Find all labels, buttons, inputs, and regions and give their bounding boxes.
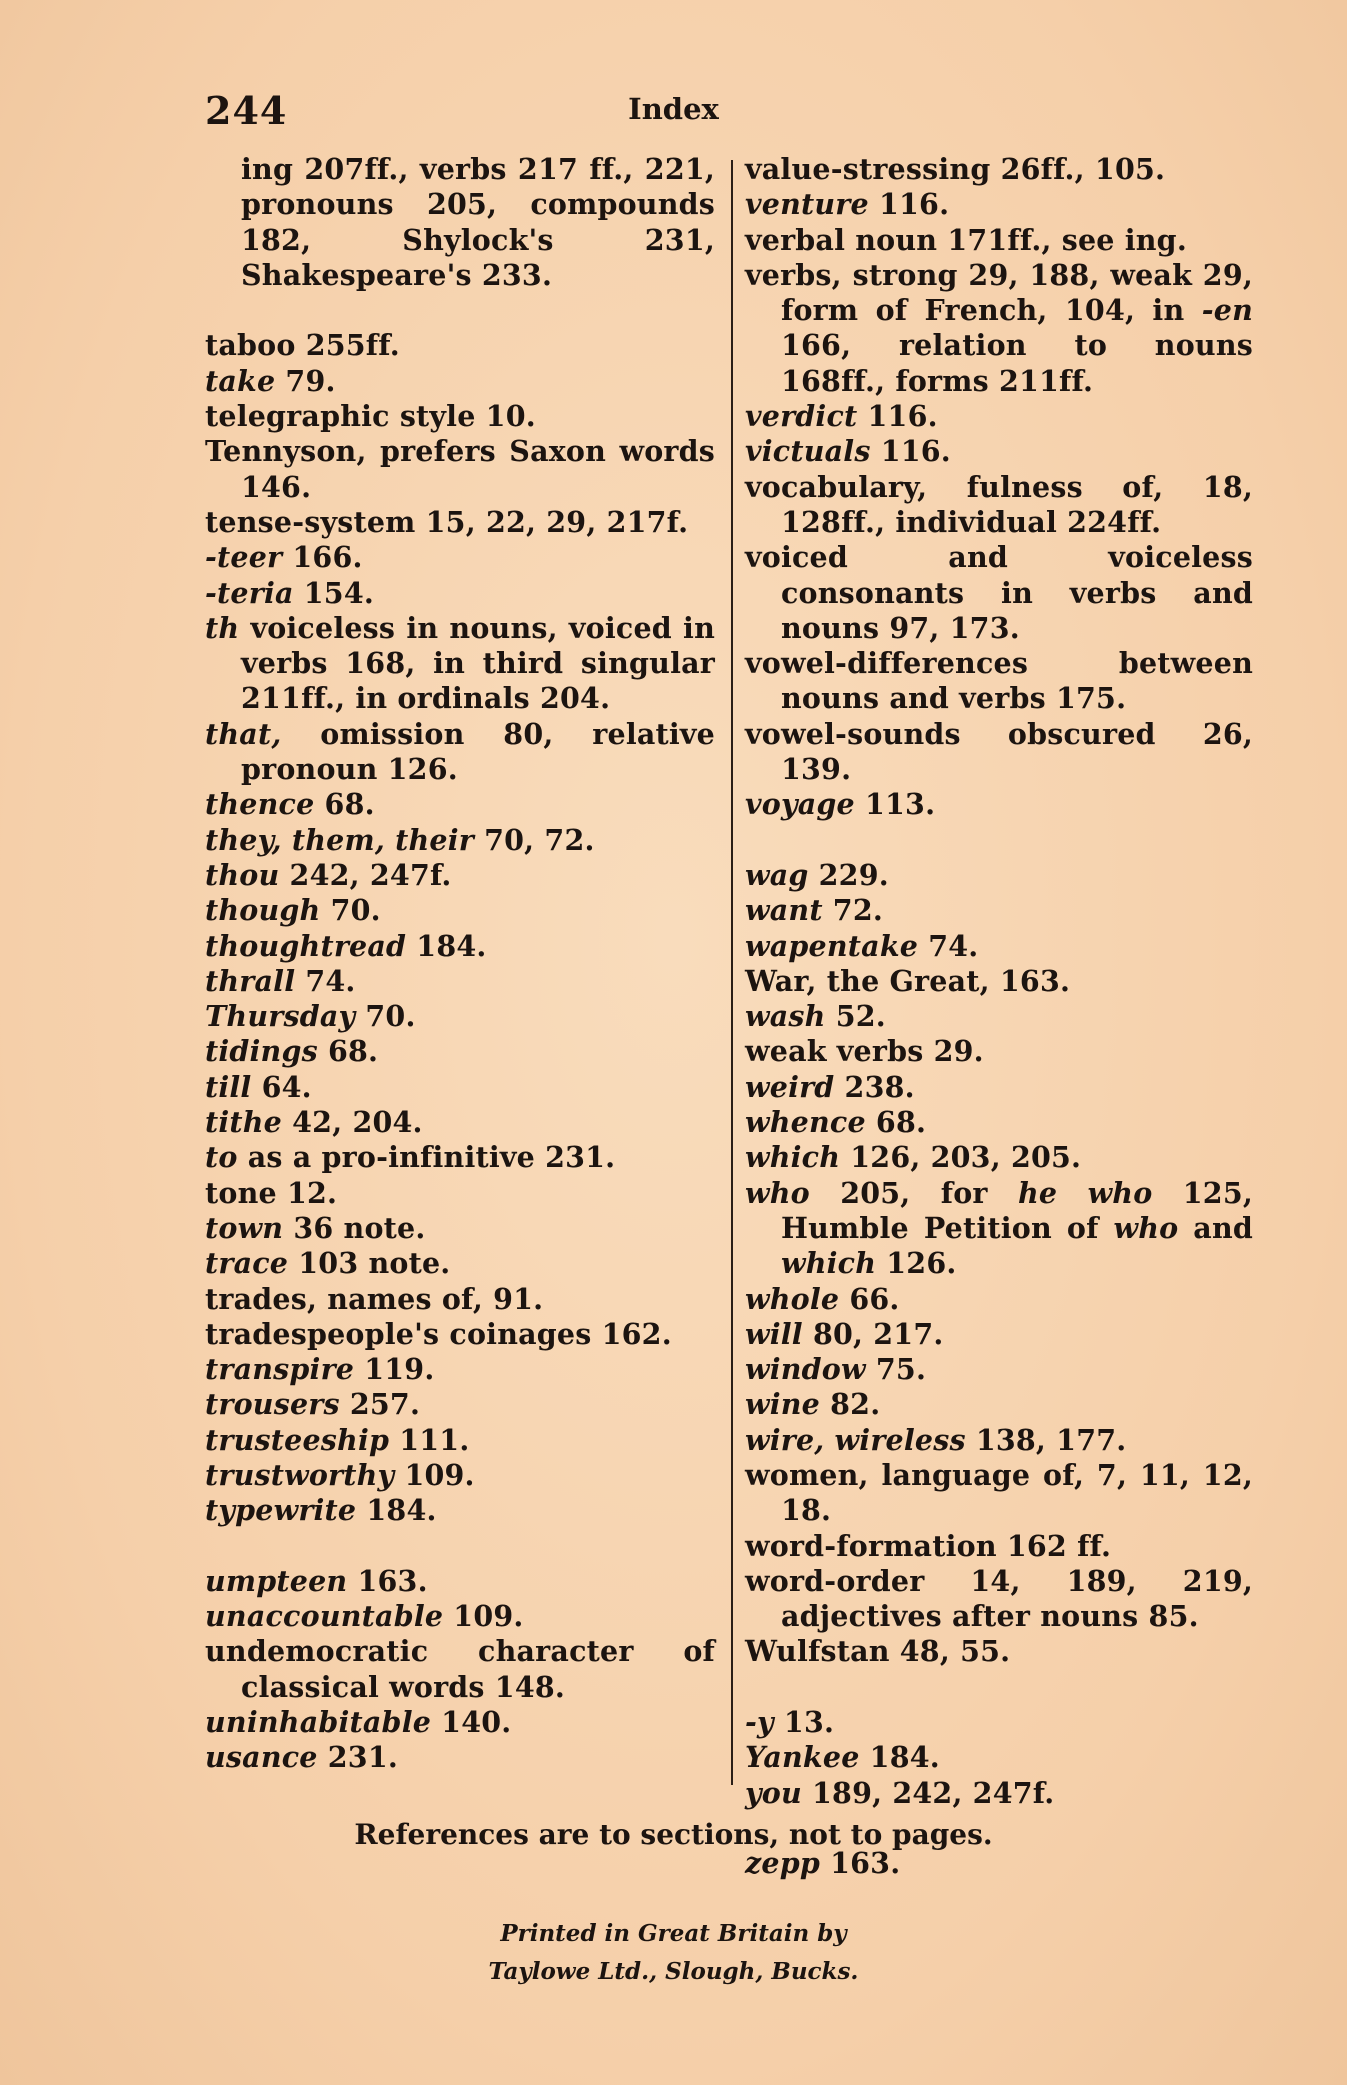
index-entry: [745, 1846, 1253, 1881]
index-entry: [745, 1105, 1253, 1140]
index-entry: [205, 1458, 715, 1493]
index-text: verbal noun 171ff., see ing.: [745, 222, 1187, 257]
index-entry: [205, 1070, 715, 1105]
index-text: 66.: [839, 1281, 900, 1316]
index-term-italic: thou: [205, 857, 280, 892]
index-text: 52.: [825, 999, 886, 1034]
index-text: 36 note.: [283, 1210, 426, 1245]
index-text: 75.: [865, 1352, 927, 1387]
index-entry: [205, 1140, 715, 1175]
index-entry: [205, 1387, 715, 1422]
index-entry: [205, 1282, 715, 1317]
index-text: undemocratic character of classical words 148.: [205, 1634, 715, 1704]
index-text: 166.: [282, 540, 363, 575]
index-term-italic: will: [745, 1316, 803, 1351]
index-text: 166, relation to nouns 168ff., forms 211ff.: [781, 328, 1253, 398]
index-term-italic: take: [205, 363, 276, 398]
index-entry: [205, 1176, 715, 1211]
index-entry: [745, 1529, 1253, 1564]
index-text: value-stressing 26ff., 105.: [745, 152, 1166, 186]
index-term-italic: umpteen: [205, 1563, 348, 1598]
index-term-italic: usance: [205, 1740, 318, 1775]
index-text: 68.: [314, 787, 375, 822]
entry-gap: [745, 1670, 1253, 1705]
index-text: 126, 203, 205.: [840, 1140, 1082, 1175]
index-term-italic: wapentake: [745, 928, 919, 963]
index-term-italic: typewrite: [205, 1493, 357, 1528]
index-entry: [745, 999, 1253, 1034]
index-term-italic: -teer: [205, 540, 283, 575]
index-text: 257.: [339, 1387, 421, 1422]
index-term-italic: though: [205, 893, 321, 928]
index-term-italic: trustworthy: [205, 1457, 395, 1492]
index-entry: [745, 893, 1253, 928]
index-entry: [745, 1776, 1253, 1811]
index-text: 163.: [347, 1563, 428, 1598]
index-term-italic: he who: [1017, 1175, 1153, 1210]
index-text: verbs, strong 29, 188, weak 29, form of French, 104, in: [745, 257, 1253, 328]
entry-gap: [205, 293, 715, 328]
index-text: 189, 242, 247f.: [801, 1775, 1055, 1810]
index-text: tone 12.: [205, 1175, 338, 1210]
index-text: 111.: [389, 1422, 470, 1457]
index-term-italic: uninhabitable: [205, 1705, 432, 1740]
index-entry: [205, 858, 715, 893]
index-entry: [745, 1034, 1253, 1069]
index-text: War, the Great, 163.: [745, 963, 1071, 998]
index-entry: [205, 328, 715, 363]
index-entry: [205, 999, 715, 1034]
index-text: 113.: [854, 787, 936, 822]
index-term-italic: weird: [745, 1069, 835, 1104]
index-entry: [745, 1634, 1253, 1669]
printer-imprint: [0, 1915, 1347, 1991]
index-term-italic: th: [205, 610, 240, 645]
index-text: 72.: [822, 893, 883, 928]
index-term-italic: you: [745, 1775, 802, 1810]
index-text: 103 note.: [288, 1246, 451, 1281]
index-entry: [205, 152, 715, 293]
index-entry: [205, 823, 715, 858]
index-text: Tennyson, prefers Saxon words 146.: [205, 434, 715, 504]
index-entry: [745, 152, 1253, 187]
index-term-italic: tidings: [205, 1034, 318, 1069]
index-term-italic: voyage: [745, 787, 855, 822]
index-text: 68.: [865, 1105, 927, 1140]
entry-gap: [205, 1529, 715, 1564]
index-text: taboo 255ff.: [205, 328, 400, 363]
index-term-italic: which: [745, 1140, 841, 1175]
index-term-italic: unaccountable: [205, 1599, 444, 1634]
index-entry: [745, 1423, 1253, 1458]
index-entry: [205, 964, 715, 999]
index-entry: [745, 187, 1253, 222]
index-text: and: [1178, 1210, 1253, 1245]
index-term-italic: thence: [205, 787, 315, 822]
index-term-italic: zepp: [745, 1846, 820, 1881]
index-text: word-order 14, 189, 219, adjectives after nouns 85.: [745, 1563, 1253, 1634]
index-term-italic: -y: [745, 1705, 774, 1740]
index-text: 116.: [868, 187, 950, 222]
index-text: word-formation 162 ff.: [745, 1528, 1112, 1563]
index-text: 13.: [773, 1705, 835, 1740]
index-term-italic: window: [745, 1352, 866, 1387]
index-entry: [205, 929, 715, 964]
index-term-italic: tithe: [205, 1105, 283, 1140]
imprint-line-1: Printed in Great Britain by: [500, 1920, 847, 1947]
index-entry: [205, 1493, 715, 1528]
index-entry: [205, 399, 715, 434]
index-entry: [745, 540, 1253, 646]
index-term-italic: wag: [745, 857, 809, 892]
index-entry: [205, 1317, 715, 1352]
index-term-italic: who: [1113, 1210, 1179, 1245]
index-term-italic: trace: [205, 1246, 289, 1281]
index-entry: [745, 1740, 1253, 1775]
index-text: vowel-differences between nouns and verbs 175.: [745, 646, 1253, 716]
index-entry: [205, 1599, 715, 1634]
index-text: 116.: [870, 434, 951, 469]
index-entry: [745, 434, 1253, 469]
index-text: 109.: [443, 1599, 524, 1634]
index-term-italic: -en: [1201, 293, 1253, 328]
index-text: 80, 217.: [802, 1316, 944, 1351]
index-text: 74.: [918, 928, 979, 963]
index-term-italic: till: [205, 1069, 252, 1104]
index-entry: [205, 540, 715, 575]
index-text: 70.: [355, 999, 416, 1034]
index-text: as a pro-infinitive 231.: [237, 1140, 616, 1175]
index-term-italic: to: [205, 1140, 238, 1175]
index-text: 68.: [317, 1034, 379, 1069]
index-entry: [205, 505, 715, 540]
index-text: 238.: [834, 1069, 915, 1104]
index-text: 74.: [295, 963, 356, 998]
index-text: voiced and voiceless consonants in verbs and nouns 97, 173.: [745, 540, 1253, 645]
index-entry: [745, 470, 1253, 541]
index-term-italic: who: [745, 1175, 810, 1210]
index-text: 82.: [820, 1387, 881, 1422]
index-entry: [745, 1176, 1253, 1282]
index-text: 184.: [356, 1493, 437, 1528]
index-text: 140.: [431, 1705, 512, 1740]
index-text: tradespeople's coinages 162.: [205, 1316, 672, 1351]
index-text: vocabulary, fulness of, 18, 128ff., individual 224ff.: [745, 469, 1253, 539]
index-entry: [745, 399, 1253, 434]
index-text: voiceless in nouns, voiced in verbs 168, in third singular 211ff., in ordinals 204.: [239, 610, 715, 716]
index-entry: [745, 258, 1253, 399]
index-entry: [745, 223, 1253, 258]
index-text: 109.: [394, 1457, 475, 1492]
index-text: vowel-sounds obscured 26, 139.: [745, 716, 1253, 787]
index-term-italic: wire, wireless: [745, 1422, 966, 1457]
running-head: Index: [628, 92, 719, 126]
index-text: 116.: [857, 399, 938, 434]
index-footnote: References are to sections, not to pages.: [354, 1818, 993, 1851]
index-column-left: [205, 152, 715, 1776]
index-term-italic: they, them, their: [205, 822, 474, 857]
index-text: 154.: [293, 575, 374, 610]
index-entry: [205, 576, 715, 611]
index-term-italic: wine: [745, 1387, 821, 1422]
index-entry: [205, 611, 715, 717]
index-text: 70, 72.: [473, 822, 595, 857]
entry-gap: [745, 823, 1253, 858]
index-text: omission 80, relative pronoun 126.: [241, 716, 715, 787]
index-entry: [745, 1140, 1253, 1175]
index-term-italic: town: [205, 1210, 284, 1245]
index-term-italic: thrall: [205, 963, 296, 998]
index-entry: [205, 1246, 715, 1281]
index-text: 242, 247f.: [279, 857, 452, 892]
index-entry: [205, 1564, 715, 1599]
index-entry: [205, 1352, 715, 1387]
index-entry: [745, 717, 1253, 788]
index-entry: [205, 1740, 715, 1775]
index-text: 163.: [819, 1846, 901, 1881]
index-term-italic: Yankee: [745, 1740, 860, 1775]
index-entry: [745, 1070, 1253, 1105]
index-term-italic: transpire: [205, 1352, 355, 1387]
index-text: 119.: [354, 1352, 435, 1387]
index-entry: [205, 1705, 715, 1740]
index-term-italic: that,: [205, 716, 282, 751]
index-term-italic: which: [781, 1246, 877, 1281]
index-text: 231.: [317, 1740, 398, 1775]
index-entry: [205, 1211, 715, 1246]
index-entry: [745, 1458, 1253, 1529]
index-term-italic: verdict: [745, 399, 858, 434]
index-term-italic: whole: [745, 1281, 840, 1316]
index-entry: [205, 1423, 715, 1458]
index-text: 79.: [275, 363, 336, 398]
index-text: 126.: [876, 1246, 957, 1281]
index-entry: [745, 929, 1253, 964]
index-text: 138, 177.: [965, 1422, 1127, 1457]
index-text: 184.: [859, 1740, 940, 1775]
index-text: trades, names of, 91.: [205, 1281, 544, 1316]
index-entry: [205, 1634, 715, 1705]
index-entry: [205, 364, 715, 399]
index-term-italic: victuals: [745, 434, 871, 469]
index-text: 229.: [808, 857, 889, 892]
index-term-italic: trousers: [205, 1387, 340, 1422]
index-entry: [745, 964, 1253, 999]
index-term-italic: want: [745, 893, 823, 928]
index-term-italic: wash: [745, 999, 826, 1034]
index-text: 42, 204.: [282, 1105, 423, 1140]
index-entry: [205, 787, 715, 822]
index-term-italic: venture: [745, 187, 869, 222]
index-term-italic: Thursday: [205, 999, 356, 1034]
index-term-italic: thoughtread: [205, 928, 407, 963]
imprint-line-2: Taylowe Ltd., Slough, Bucks.: [488, 1958, 859, 1985]
index-text: 70.: [320, 893, 381, 928]
index-text: women, language of, 7, 11, 12, 18.: [745, 1457, 1253, 1528]
index-entry: [745, 1282, 1253, 1317]
index-entry: [745, 1317, 1253, 1352]
index-text: 64.: [251, 1069, 312, 1104]
index-text: Wulfstan 48, 55.: [745, 1634, 1011, 1669]
index-term-italic: trusteeship: [205, 1422, 390, 1457]
index-entry: [745, 1564, 1253, 1635]
index-text: telegraphic style 10.: [205, 399, 536, 434]
index-entry: [205, 893, 715, 928]
index-column-right: [745, 152, 1253, 1882]
index-entry: [745, 1352, 1253, 1387]
index-text: 184.: [406, 928, 487, 963]
index-entry: [745, 858, 1253, 893]
index-entry: [745, 646, 1253, 717]
index-entry: [205, 1034, 715, 1069]
index-text: 125, Humble Petition of: [781, 1175, 1253, 1245]
column-divider: [731, 160, 733, 1785]
index-entry: [745, 1705, 1253, 1740]
index-entry: [745, 1387, 1253, 1422]
index-text: ing 207ff., verbs 217 ff., 221, pronouns 205, compounds 182, Shylock's 231, Shakespeare's 233.: [241, 152, 715, 292]
index-entry: [745, 787, 1253, 822]
index-entry: [205, 717, 715, 788]
index-entry: [205, 434, 715, 505]
index-entry: [205, 1105, 715, 1140]
index-text: tense-system 15, 22, 29, 217f.: [205, 504, 689, 539]
index-term-italic: -teria: [205, 575, 294, 610]
index-text: weak verbs 29.: [745, 1034, 984, 1069]
page-number: 244: [205, 88, 288, 133]
index-term-italic: whence: [745, 1105, 866, 1140]
index-text: 205, for: [809, 1175, 1018, 1210]
